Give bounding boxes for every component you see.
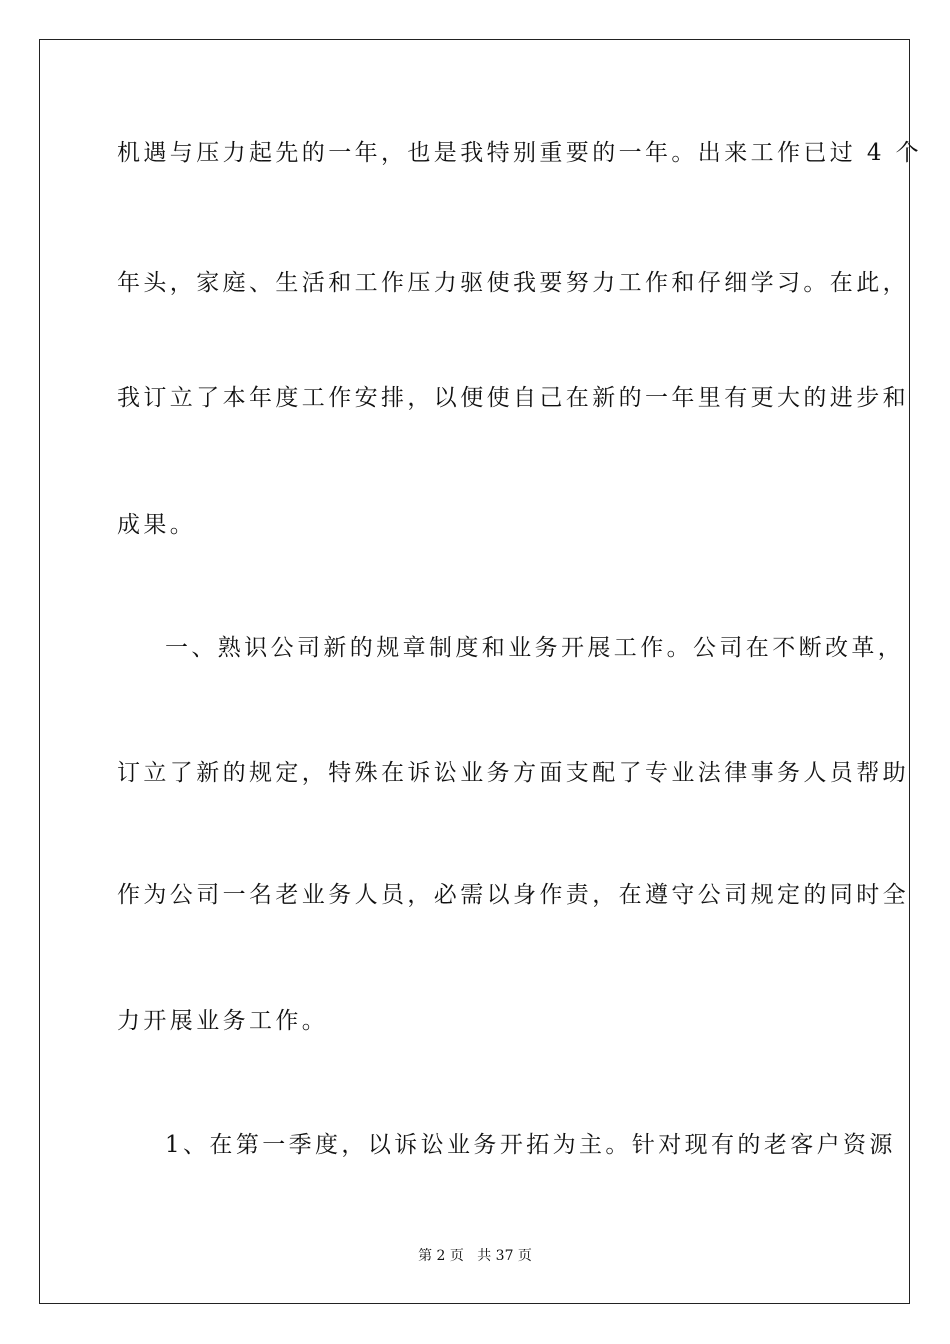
- text-line-4: 成果。: [117, 512, 197, 538]
- text-line-3: 我订立了本年度工作安排，以便使自己在新的一年里有更大的进步和: [117, 385, 909, 411]
- list-item-1: 1、在第一季度，以诉讼业务开拓为主。针对现有的老客户资源: [165, 1132, 896, 1158]
- text-line-1: 机遇与压力起先的一年，也是我特别重要的一年。出来工作已过 4 个: [117, 140, 923, 166]
- page-border: [39, 39, 923, 1304]
- text-line-7: 作为公司一名老业务人员，必需以身作责，在遵守公司规定的同时全: [117, 882, 909, 908]
- text-line-6: 订立了新的规定，特殊在诉讼业务方面支配了专业法律事务人员帮助: [117, 760, 909, 786]
- page-number-footer: 第 2 页 共 37 页: [418, 1248, 532, 1264]
- text-line-2: 年头，家庭、生活和工作压力驱使我要努力工作和仔细学习。在此，: [117, 270, 909, 296]
- text-line-8: 力开展业务工作。: [117, 1008, 329, 1034]
- paragraph-heading-1: 一、熟识公司新的规章制度和业务开展工作。公司在不断改革，: [165, 635, 905, 661]
